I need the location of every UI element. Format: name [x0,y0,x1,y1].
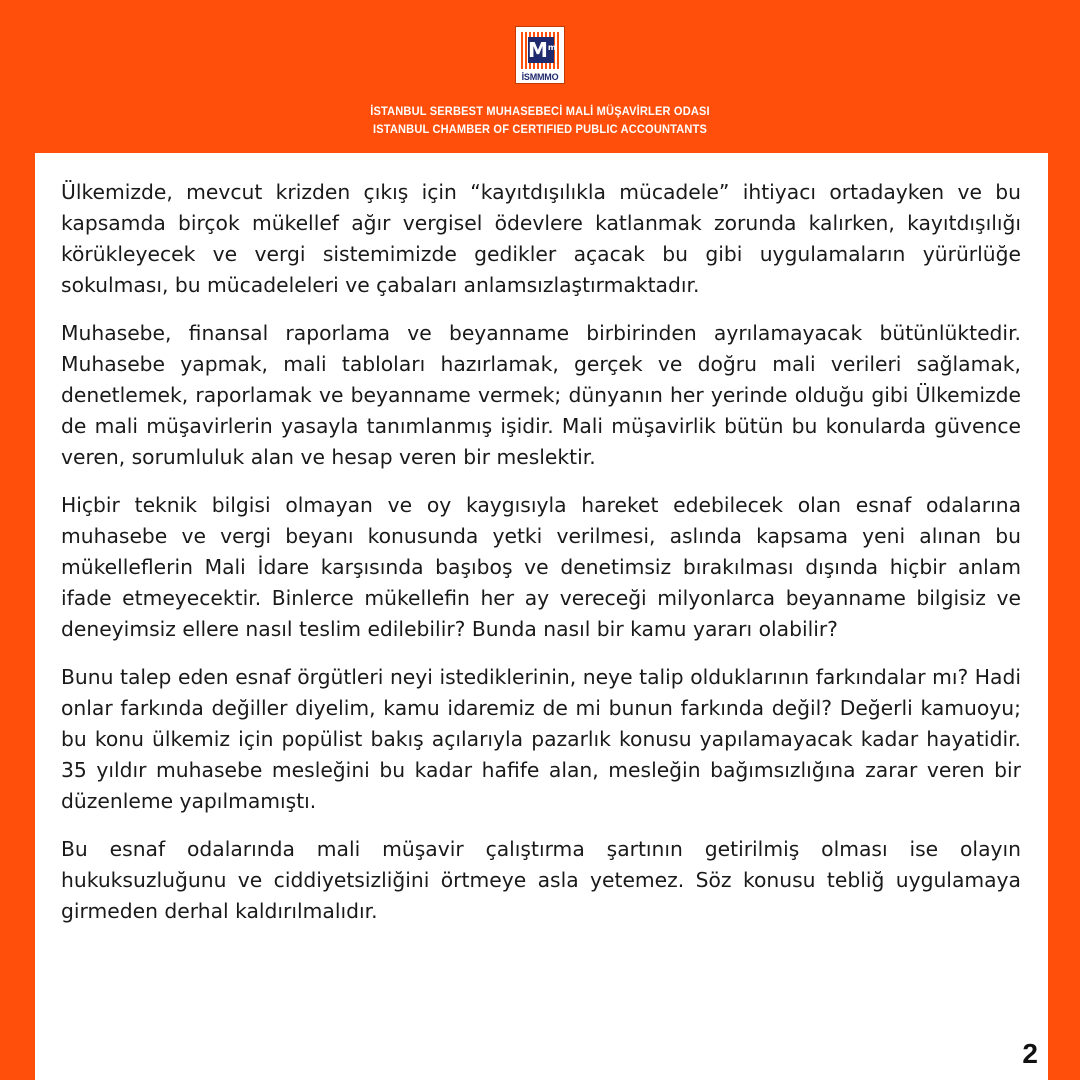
ismmmo-logo [515,26,565,84]
org-name-turkish: İSTANBUL SERBEST MUHASEBECİ MALİ MÜŞAVİRLER ODASI [370,104,710,118]
paragraph: Bu esnaf odalarında mali müşavir çalıştırma şartının getirilmiş olması ise olayın hukuksuzluğunu ve ciddiyetsizliğini örtmeye asla yetemez. Söz konusu tebliğ uygulamaya girmeden derhal kaldırılmalıdır. [61,836,1021,923]
logo-mark [528,37,557,63]
logo-mark-sup: m [547,43,557,52]
paragraph: Ülkemizde, mevcut krizden çıkış için “kayıtdışılıkla mücadele” ihtiyacı ortadayken ve bu kapsamda birçok mükellef ağır vergisel ödevlere katlanmak zorunda kalırken, kayıtdışılığı körükleyecek ve vergi sistemimizde gedikler açacak bu gibi uygulamaların yürürlüğe sokulması, bu mücadeleleri ve çabaları anlamsızlaştırmaktadır. [61,180,1021,298]
content-card [35,153,1048,1080]
page-number: 2 [1022,1038,1038,1069]
logo-text: İSMMMO [521,72,559,82]
paragraph: Muhasebe, finansal raporlama ve beyanname birbirinden ayrılamayacak bütünlüktedir. Muhasebe yapmak, mali tabloları hazırlamak, gerçek ve doğru mali verileri sağlamak, denetlemek, raporlamak ve beyanname vermek; dünyanın her yerinde olduğu gibi Ülkemizde de mali müşavirlerin yasayla tanımlanmış işidir. Mali müşavirlik bütün bu konularda güvence veren, sorumluluk alan ve hesap veren bir meslektir. [61,320,1021,470]
body-text [61,177,1021,944]
logo-mark-letter: M [528,38,548,62]
paragraph: Hiçbir teknik bilgisi olmayan ve oy kaygısıyla hareket edebilecek olan esnaf odalarına muhasebe ve vergi beyanı konusunda yetki verilmesi, aslında kapsama yeni alınan bu mükelleflerin Mali İdare karşısında başıboş ve denetimsiz bırakılması dışında hiçbir anlam ifade etmeyecektir. Binlerce mükellefin her ay vereceği milyonlarca beyanname bilgisiz ve deneyimsiz ellere nasıl teslim edilebilir? Bunda nasıl bir kamu yararı olabilir? [61,492,1021,642]
org-name-english: ISTANBUL CHAMBER OF CERTIFIED PUBLIC ACCOUNTANTS [372,122,708,136]
header [0,0,1080,152]
paragraph: Bunu talep eden esnaf örgütleri neyi istediklerinin, neye talip olduklarının farkındalar mı? Hadi onlar farkında değiller diyelim, kamu idaremiz de mi bunun farkında değil? Değerli kamuoyu; bu konu ülkemiz için popülist bakış açılarıyla pazarlık konusu yapılamayacak kadar hayatidir. 35 yıldır muhasebe mesleğini bu kadar hafife alan, mesleğin bağımsızlığına zarar veren bir düzenleme yapılmamıştı. [61,664,1021,814]
